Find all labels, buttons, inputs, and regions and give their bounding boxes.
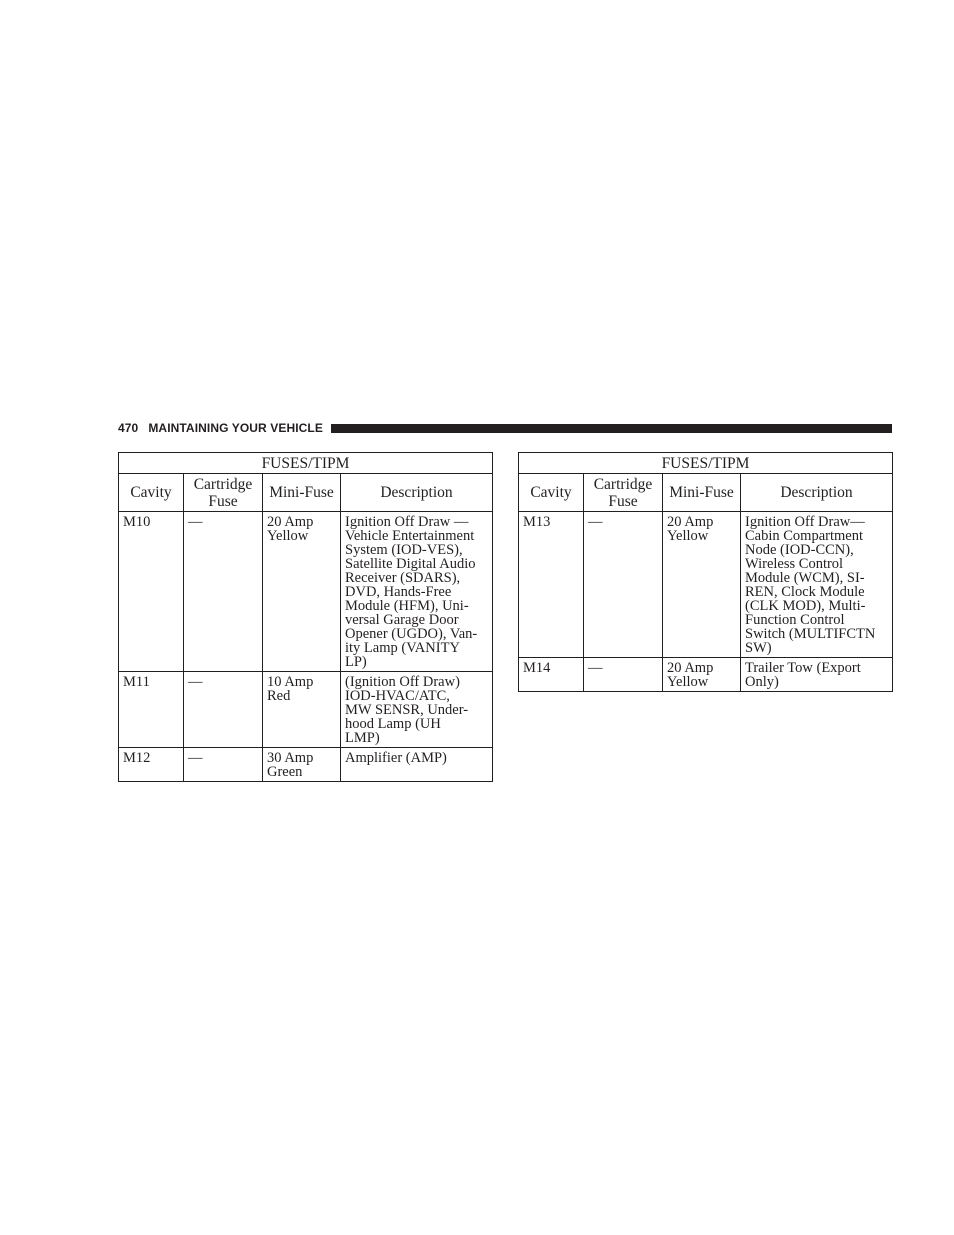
cavity-cell: M11: [119, 672, 184, 748]
cavity-cell: M12: [119, 748, 184, 782]
cell-line: LMP): [345, 730, 380, 746]
cartridge-fuse-cell: —: [584, 658, 663, 692]
cell-line: Switch (MULTIFCTN: [745, 626, 876, 642]
table-title: FUSES/TIPM: [119, 453, 493, 474]
cell-line: 10 Amp: [267, 674, 314, 690]
cell-line: (CLK MOD), Multi-: [745, 598, 866, 614]
cell-line: versal Garage Door: [345, 612, 459, 628]
column-header-cartridge-fuse: Cartridge Fuse: [184, 474, 263, 512]
cell-line: DVD, Hands-Free: [345, 584, 452, 600]
cell-line: MW SENSR, Under-: [345, 702, 469, 718]
cavity-cell: M13: [519, 512, 584, 658]
column-header-mini-fuse: Mini-Fuse: [663, 474, 741, 512]
cell-line: Wireless Control: [745, 556, 844, 572]
column-header-mini-fuse: Mini-Fuse: [263, 474, 341, 512]
page-header: [118, 420, 892, 436]
cell-line: Amplifier (AMP): [345, 750, 447, 766]
cell-line: Cabin Compartment: [745, 528, 863, 544]
header-rule: [331, 424, 892, 433]
cell-line: Yellow: [667, 528, 709, 544]
table-row: [119, 672, 493, 748]
cell-line: (Ignition Off Draw): [345, 674, 460, 690]
column-header-description: Description: [741, 474, 893, 512]
cell-line: Satellite Digital Audio: [345, 556, 476, 572]
cell-line: Yellow: [667, 674, 709, 690]
description-cell: [341, 512, 493, 672]
table-row: [119, 748, 493, 782]
cell-line: ity Lamp (VANITY: [345, 640, 460, 656]
cartridge-fuse-cell: —: [184, 512, 263, 672]
column-header-cartridge-fuse: Cartridge Fuse: [584, 474, 663, 512]
cell-line: 20 Amp: [667, 514, 714, 530]
cartridge-fuse-cell: —: [184, 672, 263, 748]
mini-fuse-cell: [663, 512, 741, 658]
table-row: [519, 658, 893, 692]
cell-line: hood Lamp (UH: [345, 716, 441, 732]
cell-line: Ignition Off Draw —: [345, 514, 469, 530]
cell-line: Function Control: [745, 612, 845, 628]
cell-line: Node (IOD-CCN),: [745, 542, 854, 558]
table-row: [519, 512, 893, 658]
table-row: [119, 512, 493, 672]
cell-line: Red: [267, 688, 291, 704]
description-cell: [741, 658, 893, 692]
page-number: 470: [118, 421, 139, 435]
cell-line: Ignition Off Draw—: [745, 514, 865, 530]
cell-line: Only): [745, 674, 779, 690]
fuse-table-right: [518, 452, 893, 692]
cell-line: Module (HFM), Uni-: [345, 598, 469, 614]
cell-line: Green: [267, 764, 303, 780]
cavity-cell: M10: [119, 512, 184, 672]
column-header-cavity: Cavity: [519, 474, 584, 512]
section-title: MAINTAINING YOUR VEHICLE: [148, 421, 323, 435]
cell-line: 20 Amp: [667, 660, 714, 676]
table-title: FUSES/TIPM: [519, 453, 893, 474]
fuse-table-left: [118, 452, 493, 782]
cartridge-fuse-cell: —: [584, 512, 663, 658]
mini-fuse-cell: [663, 658, 741, 692]
mini-fuse-cell: [263, 512, 341, 672]
cell-line: Receiver (SDARS),: [345, 570, 461, 586]
mini-fuse-cell: [263, 672, 341, 748]
cell-line: 30 Amp: [267, 750, 314, 766]
description-cell: [741, 512, 893, 658]
cell-line: Opener (UGDO), Van-: [345, 626, 478, 642]
cell-line: Module (WCM), SI-: [745, 570, 865, 586]
cartridge-fuse-cell: —: [184, 748, 263, 782]
cell-line: IOD-HVAC/ATC,: [345, 688, 450, 704]
cell-line: Vehicle Entertainment: [345, 528, 475, 544]
column-header-cavity: Cavity: [119, 474, 184, 512]
cell-line: Yellow: [267, 528, 309, 544]
cell-line: Trailer Tow (Export: [745, 660, 861, 676]
cell-line: System (IOD-VES),: [345, 542, 463, 558]
cell-line: 20 Amp: [267, 514, 314, 530]
column-header-description: Description: [341, 474, 493, 512]
description-cell: [341, 748, 493, 782]
description-cell: [341, 672, 493, 748]
cavity-cell: M14: [519, 658, 584, 692]
mini-fuse-cell: [263, 748, 341, 782]
cell-line: SW): [745, 640, 772, 656]
cell-line: REN, Clock Module: [745, 584, 865, 600]
cell-line: LP): [345, 654, 367, 670]
